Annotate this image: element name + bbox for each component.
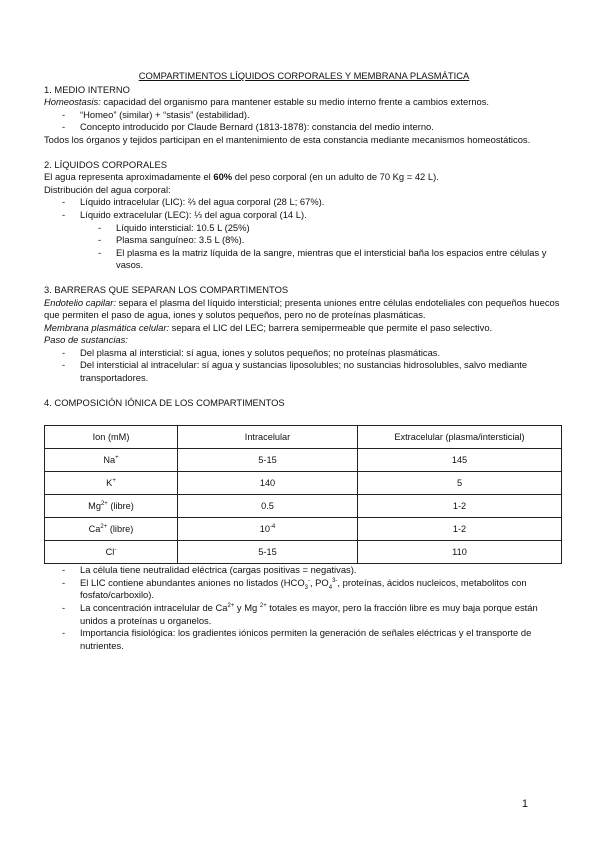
ion-cell: K+ — [45, 472, 178, 495]
extracellular-cell: 145 — [358, 449, 562, 472]
extracellular-cell: 1-2 — [358, 495, 562, 518]
water-percentage-line — [44, 171, 564, 184]
table-row — [45, 518, 562, 541]
homeostasis-text: capacidad del organismo para mantener estable su medio interno frente a cambios externos. — [100, 96, 490, 108]
list-item-lic: - Líquido intracelular (LIC): ⅔ del agua corporal (28 L; 67%). — [44, 196, 564, 209]
ion-cell: $Ca^{2+}$ (libre) — [45, 518, 178, 541]
endothelium-paragraph — [44, 297, 564, 322]
ion-notes-list — [44, 564, 564, 652]
section-1-heading: 1. MEDIO INTERNO — [44, 83, 130, 95]
list-item: - La célula tiene neutralidad eléctrica (cargas positivas = negativas). — [44, 564, 564, 577]
list-item: - La concentración intracelular de $Ca^{2+}$ y Mg $^{2+}$ totales es mayor, pero la fracción libre es muy baja porque están unidos a proteínas u organelos. — [44, 602, 564, 627]
list-item: - Del intersticial al intracelular: sí agua y sustancias liposolubles; no sustancias hidrosolubles, salvo mediante transportadores. — [44, 359, 564, 384]
passage-term: Paso de sustancias: — [44, 334, 128, 346]
homeostasis-definition — [44, 96, 564, 109]
column-header-intracellular: Intracelular — [178, 426, 358, 449]
membrane-term: Membrana plasmática celular: — [44, 321, 170, 333]
document-title: COMPARTIMENTOS LÍQUIDOS CORPORALES Y MEMBRANA PLASMÁTICA — [138, 70, 470, 81]
list-item: - El plasma es la matriz líquida de la sangre, mientras que el intersticial baña los espacios entre células y vasos. — [44, 247, 564, 272]
membrane-text: separa el LIC del LEC; barrera semipermeable que permite el paso selectivo. — [169, 321, 493, 333]
list-item: - Concepto introducido por Claude Bernard (1813-1878): constancia del medio interno. — [44, 121, 564, 134]
ion-cell: $Mg^{2+}$ (libre) — [45, 495, 178, 518]
intracellular-cell: 5-15 — [178, 541, 358, 564]
list-item: - Plasma sanguíneo: 3.5 L (8%). — [44, 234, 564, 247]
table-row — [45, 449, 562, 472]
list-item: - Líquido intersticial: 10.5 L (25%) — [44, 222, 564, 235]
ion-cell: Na+ — [45, 449, 178, 472]
water-text-c: del peso corporal (en un adulto de 70 Kg = 42 L). — [232, 171, 439, 183]
homeostasis-term: Homeostasis: — [44, 96, 101, 108]
fluid-list — [44, 196, 564, 221]
section-3-heading: 3. BARRERAS QUE SEPARAN LOS COMPARTIMENTOS — [44, 283, 289, 295]
ion-cell: Cl- — [45, 541, 178, 564]
passage-label — [44, 334, 564, 347]
table-row — [45, 472, 562, 495]
endothelium-text: separa el plasma del líquido intersticial; presenta uniones entre células endoteliales con pequeños huecos que permiten el paso de agua, iones y solutos pequeños, pero no de proteínas plasmáticas. — [44, 296, 560, 321]
page-number: 1 — [521, 798, 528, 810]
water-text-a: El agua representa aproximadamente el — [44, 171, 214, 183]
list-item: - “Homeo” (similar) + “stasis” (estabilidad). — [44, 109, 564, 122]
list-item: - Del plasma al intersticial: sí agua, iones y solutos pequeños; no proteínas plasmáticas. — [44, 347, 564, 360]
ion-composition-table — [44, 425, 562, 564]
list-item: - Importancia fisiológica: los gradientes iónicos permiten la generación de señales eléctricas y el transporte de nutrientes. — [44, 627, 564, 652]
list-item: - El LIC contiene abundantes aniones no listados ($HCO_3^-$, $PO_4^{3-}$, proteínas, ácidos nucleicos, metabolitos con fosfato/carboxilo). — [44, 577, 564, 602]
section-2-heading: 2. LÍQUIDOS CORPORALES — [44, 158, 167, 170]
lec-sublist — [44, 222, 564, 272]
column-header-extracellular: Extracelular (plasma/intersticial) — [358, 426, 562, 449]
water-percentage: 60% — [213, 171, 233, 183]
document-page — [44, 70, 564, 652]
intracellular-cell: 5-15 — [178, 449, 358, 472]
intracellular-cell: 0.5 — [178, 495, 358, 518]
column-header-ion: Ion (mM) — [45, 426, 178, 449]
membrane-paragraph — [44, 322, 564, 335]
homeostasis-list — [44, 109, 564, 134]
homeostasis-closing: Todos los órganos y tejidos participan en el mantenimiento de esta constancia mediante mecanismos homeostáticos. — [44, 133, 531, 145]
water-distribution-label: Distribución del agua corporal: — [44, 183, 171, 195]
intracellular-cell: 140 — [178, 472, 358, 495]
extracellular-cell: 1-2 — [358, 518, 562, 541]
extracellular-cell: 110 — [358, 541, 562, 564]
extracellular-cell: 5 — [358, 472, 562, 495]
section-4-heading: 4. COMPOSICIÓN IÓNICA DE LOS COMPARTIMENTOS — [44, 396, 285, 408]
endothelium-term: Endotelio capilar: — [44, 296, 116, 308]
table-row — [45, 495, 562, 518]
table-row — [45, 541, 562, 564]
table-header-row — [45, 426, 562, 449]
list-item-lec: - Líquido extracelular (LEC): ⅓ del agua corporal (14 L). — [44, 209, 564, 222]
intracellular-cell: $10^{-4}$ — [178, 518, 358, 541]
passage-list — [44, 347, 564, 385]
